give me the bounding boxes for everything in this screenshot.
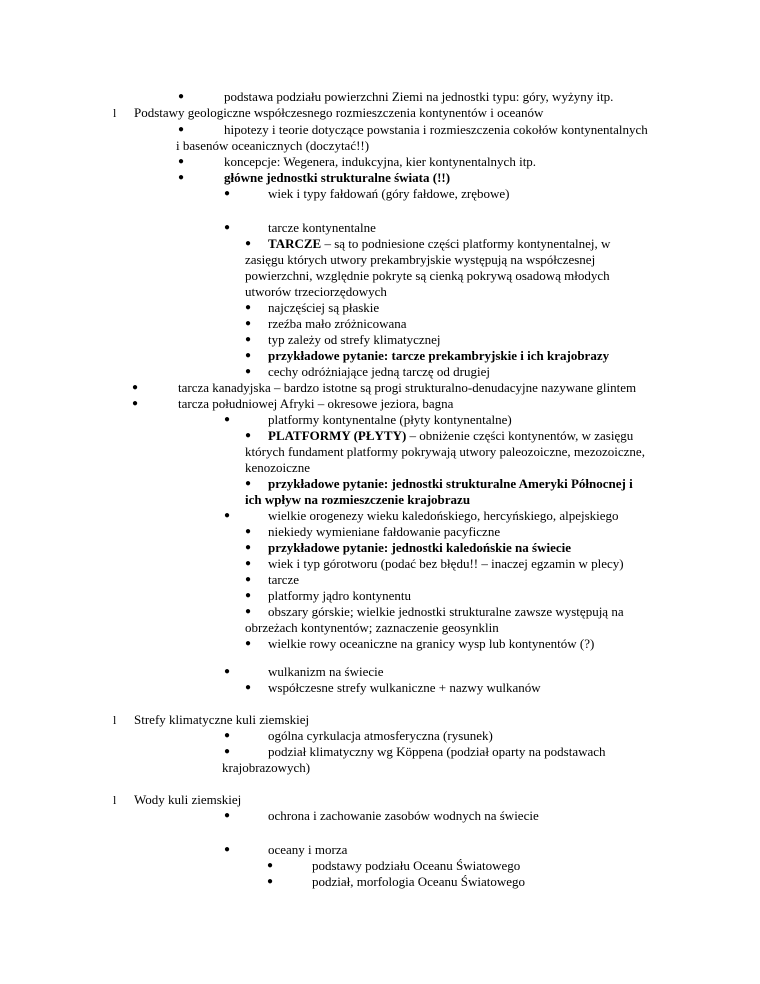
section-marker: l: [113, 713, 117, 727]
list-item: typ zależy od strefy klimatycznej: [268, 332, 441, 347]
list-item: podstawy podziału Oceanu Światowego: [312, 858, 521, 873]
bullet: ●: [245, 238, 252, 249]
list-item: platformy jądro kontynentu: [268, 588, 411, 603]
bullet: ●: [245, 526, 252, 537]
list-item: podział klimatyczny wg Köppena (podział oparty na podstawach: [268, 744, 606, 759]
bullet: ●: [132, 398, 139, 409]
list-item-continuation: obrzeżach kontynentów; zaznaczenie geosynklin: [245, 620, 499, 635]
list-item: ogólna cyrkulacja atmosferyczna (rysunek): [268, 728, 493, 743]
list-item: [268, 236, 610, 252]
list-item: niekiedy wymieniane fałdowanie pacyficzne: [268, 524, 501, 539]
list-item: platformy kontynentalne (płyty kontynentalne): [268, 412, 512, 427]
list-item: obszary górskie; wielkie jednostki strukturalne zawsze występują na: [268, 604, 624, 619]
bullet: ●: [224, 414, 231, 425]
list-item: hipotezy i teorie dotyczące powstania i rozmieszczenia cokołów kontynentalnych: [224, 122, 648, 137]
bullet: ●: [224, 510, 231, 521]
bullet: ●: [245, 478, 252, 489]
bullet: ●: [245, 302, 252, 313]
list-item-continuation: których fundament platformy pokrywają utwory paleozoiczne, mezozoiczne,: [245, 444, 645, 459]
list-item: [268, 428, 633, 444]
list-item: podział, morfologia Oceanu Światowego: [312, 874, 525, 889]
bullet: ●: [224, 746, 231, 757]
list-item-continuation: krajobrazowych): [222, 760, 311, 775]
list-item: tarcze: [268, 572, 300, 587]
definition: – obniżenie części kontynentów, w zasięgu: [406, 428, 634, 443]
list-item: wiek i typ górotworu (podać bez błędu!! – inaczej egzamin w plecy): [268, 556, 624, 571]
list-item-bold: przykładowe pytanie: tarcze prekambryjskie i ich krajobrazy: [268, 348, 610, 363]
section-marker: l: [113, 793, 117, 807]
bullet: ●: [224, 222, 231, 233]
list-item: podstawa podziału powierzchni Ziemi na jednostki typu: góry, wyżyny itp.: [224, 89, 614, 104]
list-item-bold: główne jednostki strukturalne świata (!!): [224, 170, 451, 185]
bullet: ●: [132, 382, 139, 393]
list-item: cechy odróżniające jedną tarczę od drugiej: [268, 364, 490, 379]
bullet: ●: [178, 91, 185, 102]
term-tarcze: TARCZE: [268, 236, 322, 251]
list-item-bold: przykładowe pytanie: jednostki strukturalne Ameryki Północnej i: [268, 476, 633, 491]
bullet: ●: [245, 334, 252, 345]
section-marker: l: [113, 106, 117, 120]
list-item: tarcza południowej Afryki – okresowe jeziora, bagna: [178, 396, 454, 411]
bullet: ●: [224, 666, 231, 677]
list-item: wielkie rowy oceaniczne na granicy wysp lub kontynentów (?): [268, 636, 595, 651]
list-item: tarcze kontynentalne: [268, 220, 376, 235]
bullet: ●: [245, 350, 252, 361]
bullet: ●: [245, 318, 252, 329]
bullet: ●: [267, 876, 274, 887]
list-item: wielkie orogenezy wieku kaledońskiego, hercyńskiego, alpejskiego: [268, 508, 619, 523]
list-item-continuation: i basenów oceanicznych (doczytać!!): [176, 138, 370, 153]
bullet: ●: [178, 172, 185, 183]
list-item: oceany i morza: [268, 842, 348, 857]
bullet: ●: [245, 606, 252, 617]
bullet: ●: [267, 860, 274, 871]
bullet: ●: [245, 430, 252, 441]
bullet: ●: [245, 542, 252, 553]
bullet: ●: [224, 730, 231, 741]
list-item: ochrona i zachowanie zasobów wodnych na świecie: [268, 808, 539, 823]
bullet: ●: [245, 366, 252, 377]
bullet: ●: [178, 124, 185, 135]
list-item-continuation: zasięgu których utwory prekambryjskie występują na współczesnej: [245, 252, 596, 267]
list-item: koncepcje: Wegenera, indukcyjna, kier kontynentalnych itp.: [224, 154, 537, 169]
bullet: ●: [245, 574, 252, 585]
list-item: współczesne strefy wulkaniczne + nazwy wulkanów: [268, 680, 541, 695]
bullet: ●: [245, 590, 252, 601]
bullet: ●: [245, 682, 252, 693]
list-item-bold: przykładowe pytanie: jednostki kaledońskie na świecie: [268, 540, 571, 555]
list-item: najczęściej są płaskie: [268, 300, 380, 315]
bullet: ●: [245, 638, 252, 649]
definition: – są to podniesione części platformy kontynentalnej, w: [321, 236, 611, 251]
section-heading: Podstawy geologiczne współczesnego rozmieszczenia kontynentów i oceanów: [134, 105, 544, 120]
bullet: ●: [245, 558, 252, 569]
section-heading: Strefy klimatyczne kuli ziemskiej: [134, 712, 310, 727]
list-item: tarcza kanadyjska – bardzo istotne są progi strukturalno-denudacyjne nazywane glintem: [178, 380, 637, 395]
list-item: rzeźba mało zróżnicowana: [268, 316, 407, 331]
bullet: ●: [178, 156, 185, 167]
list-item: wiek i typy fałdowań (góry fałdowe, zrębowe): [268, 186, 510, 201]
section-heading: Wody kuli ziemskiej: [134, 792, 242, 807]
term-platformy: PLATFORMY (PŁYTY): [268, 428, 407, 443]
list-item-continuation: powierzchni, względnie pokryte są cienką pokrywą osadową młodych: [245, 268, 610, 283]
bullet: ●: [224, 844, 231, 855]
list-item-continuation: kenozoiczne: [245, 460, 310, 475]
list-item-continuation: utworów trzeciorzędowych: [245, 284, 387, 299]
list-item: wulkanizm na świecie: [268, 664, 384, 679]
bullet: ●: [224, 810, 231, 821]
list-item-bold-continuation: ich wpływ na rozmieszczenie krajobrazu: [245, 492, 471, 507]
bullet: ●: [224, 188, 231, 199]
